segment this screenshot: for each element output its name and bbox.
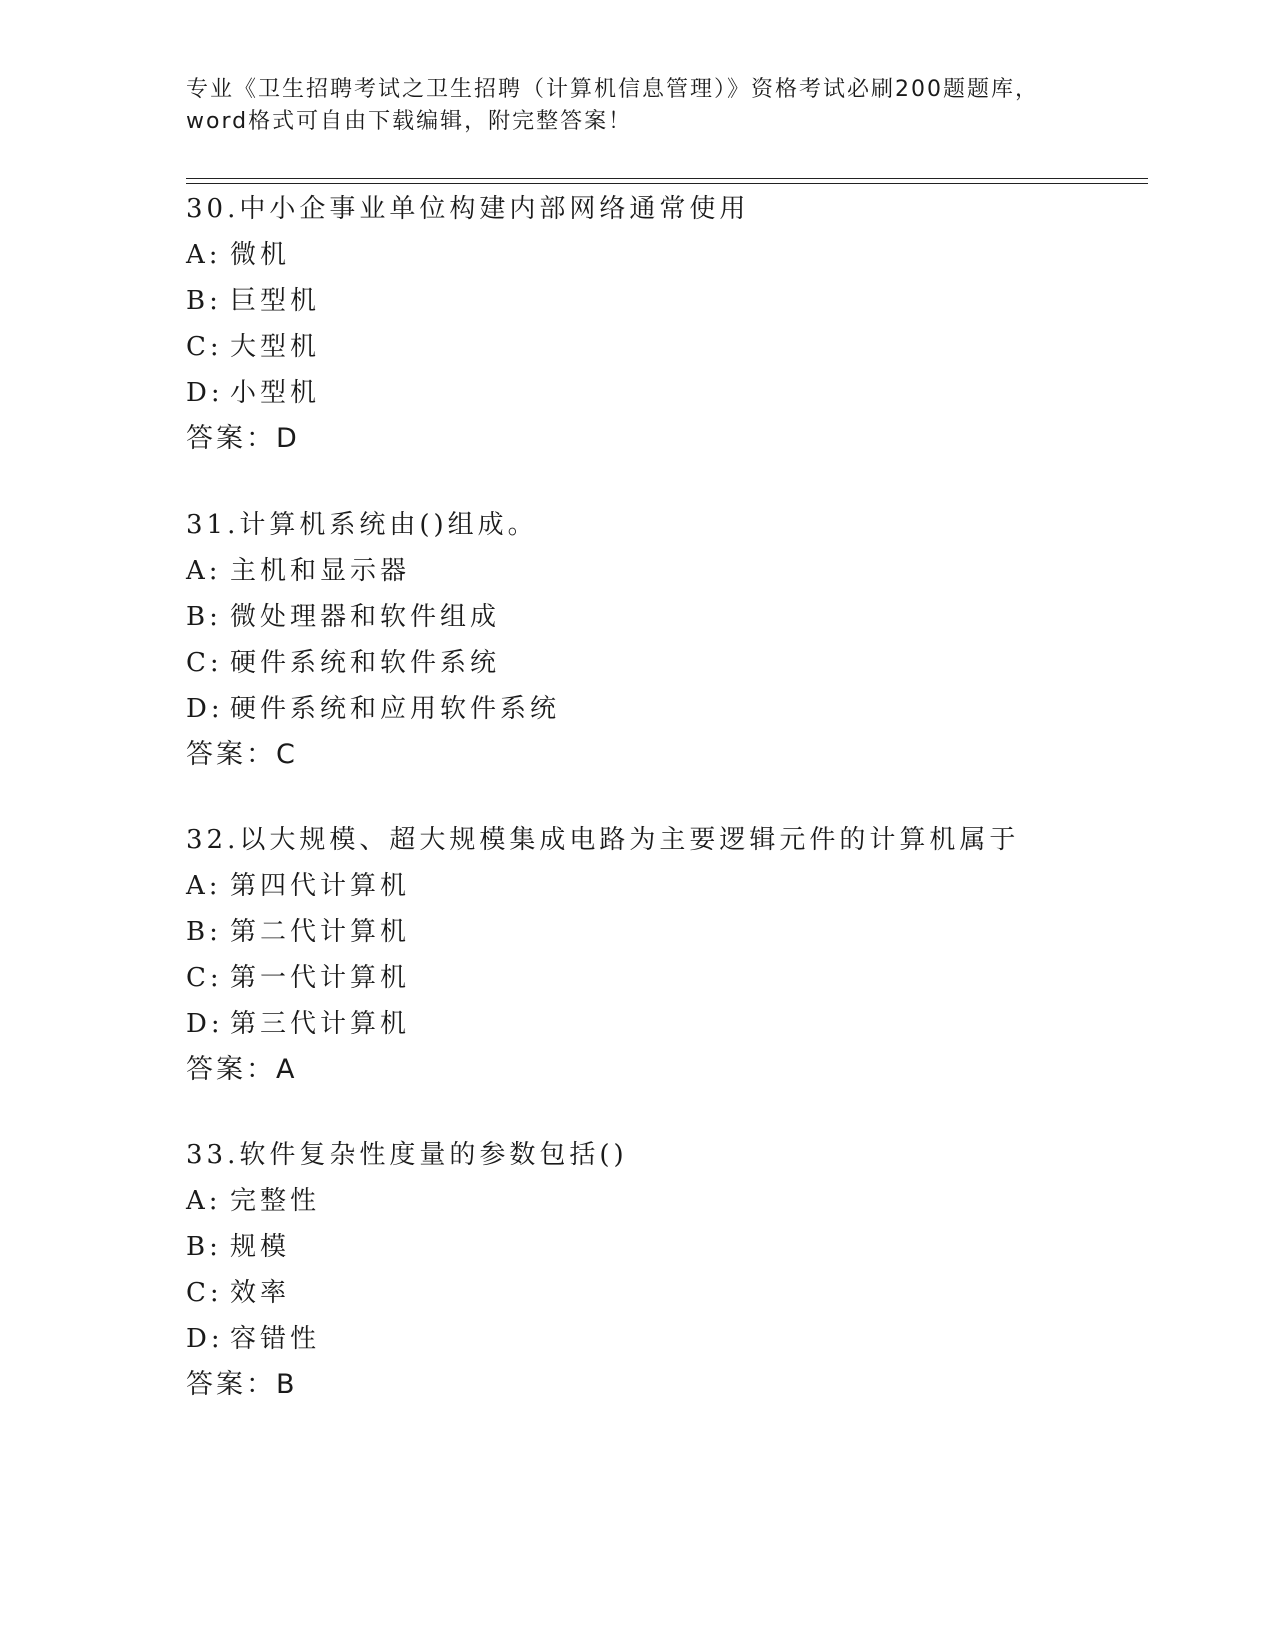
question-text: 32.以大规模、超大规模集成电路为主要逻辑元件的计算机属于 bbox=[186, 825, 1020, 855]
option-a bbox=[186, 863, 1186, 909]
option-a bbox=[186, 1178, 1186, 1224]
option-text: 效率 bbox=[230, 1278, 291, 1308]
option-text: 第三代计算机 bbox=[230, 1009, 411, 1039]
option-letter: B: bbox=[186, 286, 222, 316]
option-c bbox=[186, 640, 1186, 686]
option-letter: C: bbox=[186, 332, 223, 362]
option-text: 小型机 bbox=[230, 378, 321, 408]
question-33 bbox=[186, 1132, 1186, 1408]
option-text: 第二代计算机 bbox=[230, 917, 411, 947]
option-letter: B: bbox=[186, 917, 222, 947]
option-text: 微机 bbox=[230, 240, 291, 270]
option-d bbox=[186, 686, 1186, 732]
question-32 bbox=[186, 817, 1186, 1093]
option-letter: A: bbox=[186, 1186, 222, 1216]
option-text: 容错性 bbox=[230, 1324, 321, 1354]
option-text: 完整性 bbox=[230, 1186, 321, 1216]
option-text: 规模 bbox=[230, 1232, 291, 1262]
question-text: 33.软件复杂性度量的参数包括() bbox=[186, 1140, 628, 1170]
option-letter: D: bbox=[186, 1009, 224, 1039]
option-b bbox=[186, 278, 1186, 324]
option-b bbox=[186, 1224, 1186, 1270]
question-30 bbox=[186, 186, 1186, 462]
question-31 bbox=[186, 502, 1186, 778]
option-b bbox=[186, 594, 1186, 640]
option-letter: C: bbox=[186, 1278, 223, 1308]
option-b bbox=[186, 909, 1186, 955]
document-header bbox=[186, 74, 1086, 138]
option-text: 大型机 bbox=[230, 332, 321, 362]
option-letter: A: bbox=[186, 871, 222, 901]
option-text: 微处理器和软件组成 bbox=[230, 602, 501, 632]
option-text: 巨型机 bbox=[230, 286, 321, 316]
option-d bbox=[186, 370, 1186, 416]
option-d bbox=[186, 1316, 1186, 1362]
option-text: 主机和显示器 bbox=[230, 556, 411, 586]
answer-line: 答案：C bbox=[186, 739, 298, 770]
option-letter: D: bbox=[186, 694, 224, 724]
option-letter: D: bbox=[186, 1324, 224, 1354]
answer-line: 答案：D bbox=[186, 423, 300, 454]
option-text: 第四代计算机 bbox=[230, 871, 411, 901]
answer-line: 答案：A bbox=[186, 1054, 298, 1085]
option-c bbox=[186, 955, 1186, 1001]
option-text: 第一代计算机 bbox=[230, 963, 411, 993]
option-text: 硬件系统和软件系统 bbox=[230, 648, 501, 678]
option-c bbox=[186, 324, 1186, 370]
header-line-2: word格式可自由下载编辑，附完整答案！ bbox=[186, 109, 633, 134]
option-letter: B: bbox=[186, 1232, 222, 1262]
option-a bbox=[186, 548, 1186, 594]
option-letter: B: bbox=[186, 602, 222, 632]
header-divider bbox=[186, 178, 1148, 184]
question-text: 31.计算机系统由()组成。 bbox=[186, 510, 538, 540]
option-d bbox=[186, 1001, 1186, 1047]
option-a bbox=[186, 232, 1186, 278]
option-text: 硬件系统和应用软件系统 bbox=[230, 694, 561, 724]
answer-line: 答案：B bbox=[186, 1369, 298, 1400]
option-letter: A: bbox=[186, 240, 222, 270]
option-letter: C: bbox=[186, 648, 223, 678]
option-c bbox=[186, 1270, 1186, 1316]
option-letter: C: bbox=[186, 963, 223, 993]
question-text: 30.中小企事业单位构建内部网络通常使用 bbox=[186, 194, 750, 224]
header-line-1: 专业《卫生招聘考试之卫生招聘（计算机信息管理）》资格考试必刷200题题库， bbox=[186, 77, 1039, 102]
option-letter: A: bbox=[186, 556, 222, 586]
option-letter: D: bbox=[186, 378, 224, 408]
